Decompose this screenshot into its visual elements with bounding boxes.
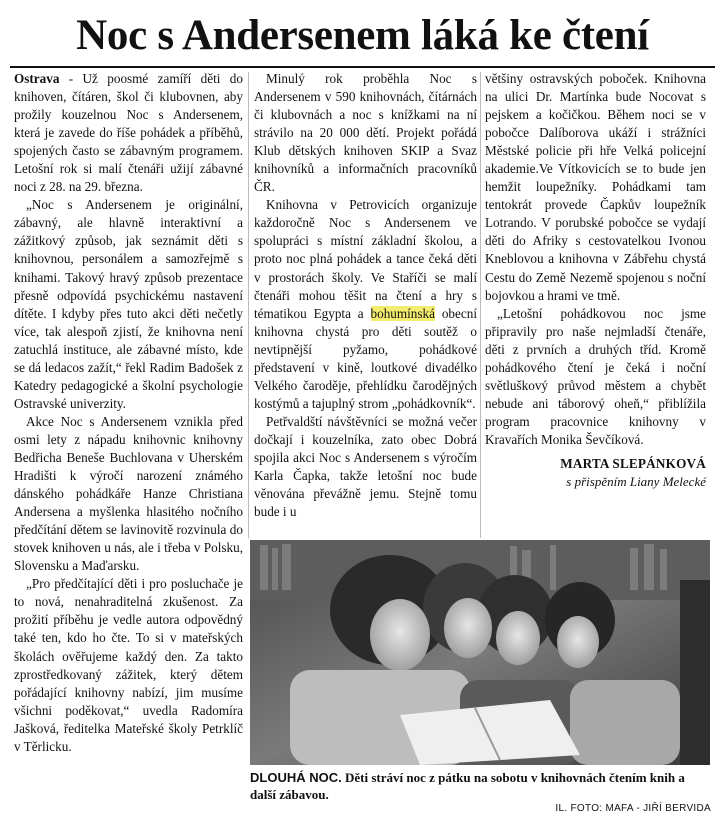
paragraph-text: - Už poosmé zamíří děti do knihoven, čítáren, škol či klubovnen, aby prožily kouzelnou Noc s Andersenem, která je zavede do říše pohádek a příběhů, spojených často se zábavným programem. Letošní rok si malí čtenáři užijí zábavné noci z 28. na 29. března. — [14, 71, 243, 195]
quote-paragraph: „Pro předčítající děti i pro posluchače je to nová, nenahraditelná zkušenost. Za prožití příběhu je vedle autora odpovědný také ten, kdo ho čte. To si v mateřských školách ověřujeme každý den. Za takto zprostředkovaný zážitek, který dětem pořádající knihovny nabízí, jim musíme všichni poděkovat,“ uvedla Radomíra Jašková, ředitelka Mateřské školy Petrklíč v Těrlicku. — [14, 576, 243, 754]
author-byline: MARTA SLEPÁNKOVÁ — [560, 455, 706, 471]
caption-text: Děti stráví noc z pátku na sobotu v knihovnách čtením knih a další zábavou. — [250, 770, 685, 802]
paragraph: Minulý rok proběhla Noc s Andersenem v 590 knihovnách, čítárnách či klubovnách a noc s knížkami na ní strávilo na 20 000 dětí. Projekt pořádá Klub dětských knihoven SKIP a Svaz knihovníků a informačních pracovníků ČR. — [254, 71, 477, 195]
paragraph: většiny ostravských poboček. Knihovna na ulici Dr. Martínka bude Nocovat s pejskem a kočičkou. Během noci se v pobočce Dalíborova ukáží i strážníci Městské policie při hře Velká policejní akademie.Ve Vítkovicích se to bude jen hemžit loupežníky. Pohádkami tam tentokrát provede Čapkův loupežník Lotrando. V porubské pobočce se vydají děti do Afriky s cestovatelkou Ivonou Kneblovou a knihovna v Zábřehu chystá Cestu do Země Nezemě spojenou s noční bojovkou a hrami ve tmě. — [485, 71, 706, 303]
column-divider — [248, 72, 249, 538]
column-3 — [485, 70, 706, 491]
photo-caption — [250, 769, 710, 803]
article-photo — [250, 540, 710, 765]
paragraph — [14, 70, 243, 196]
dateline-place: Ostrava — [14, 71, 60, 86]
quote-paragraph: „Letošní pohádkovou noc jsme připravily pro naše nejmladší čtenáře, děti z prvních a druhých tříd. Kromě pohádkového čtení je čeká i noční světluškový průvod městem a chybět nebude ani táborový oheň,“ přiblížila program pracovnice knihovny v Kravařích Monika Ševčíková. — [485, 305, 706, 447]
paragraph-text: obecní knihovna chystá pro děti soutěž o nevtipnější pyžamo, pohádkové představení v kině, loutkové divadélko Velkého čaroděje, přehlídku čarodějných kostýmů a tajuplný strom „pohádkovník“. — [254, 305, 477, 411]
headline-rule — [10, 66, 715, 68]
column-2 — [254, 70, 477, 521]
caption-lead: DLOUHÁ NOC. — [250, 770, 342, 785]
coauthor-byline: s přispěním Liany Melecké — [566, 474, 706, 490]
photo-credit: IL. FOTO: MAFA - JIŘÍ BERVIDA — [555, 803, 711, 814]
headline: Noc s Andersenem láká ke čtení — [76, 12, 649, 59]
column-1 — [14, 70, 243, 756]
paragraph — [254, 196, 477, 413]
highlighted-word: bohumínská — [370, 305, 435, 321]
photo-children-reading — [250, 540, 710, 765]
column-divider — [480, 72, 481, 538]
paragraph: Akce Noc s Andersenem vznikla před osmi lety z nápadu knihovnic knihovny Bedřicha Beneše Buchlovana v Uherském Hradišti k výročí narození známého dánského pohádkáře Hanze Christiana Andersena a myšlenka hlasitého nočního předčítání dětem se lavinovitě rozvinula do stovek knihoven u nás, ale i třeba v Polsku, Slovensku a Maďarsku. — [14, 413, 243, 574]
quote-paragraph: „Noc s Andersenem je originální, zábavný, ale hlavně interaktivní a zážitkový způsob, jak seznámit děti s knihovnou, personálem a samozřejmě s knihami. Takový hravý způsob prezentace přesně odpovídá psychickému nastavení dítěte. I kdyby přes tuto akci děti nečetly více, tak alespoň zjistí, že knihovna není zatuchlá instituce, ale zábavné místo, kde se dá ledacos zažít,“ řekl Radim Badošek z Katedry pedagogické a školní psychologie Ostravské univerzity. — [14, 197, 243, 411]
paragraph: Petřvaldští návštěvníci se možná večer dočkají i kouzelníka, zato obec Dobrá spojila akci Noc s Andersenem s výročím Karla Čapka, takže letošní noc bude věnována převážně jemu. Stejně tomu bude i u — [254, 413, 477, 520]
paragraph-text: Knihovna v Petrovicích organizuje každoročně Noc s Andersenem ve spolupráci s místní základní školou, a proto noc plná pohádek a tance čeká děti v prostorách školy. Ve Staříči se malí čtenáři mohou těšit na čtení a hry s tématikou Egypta a — [254, 197, 477, 321]
